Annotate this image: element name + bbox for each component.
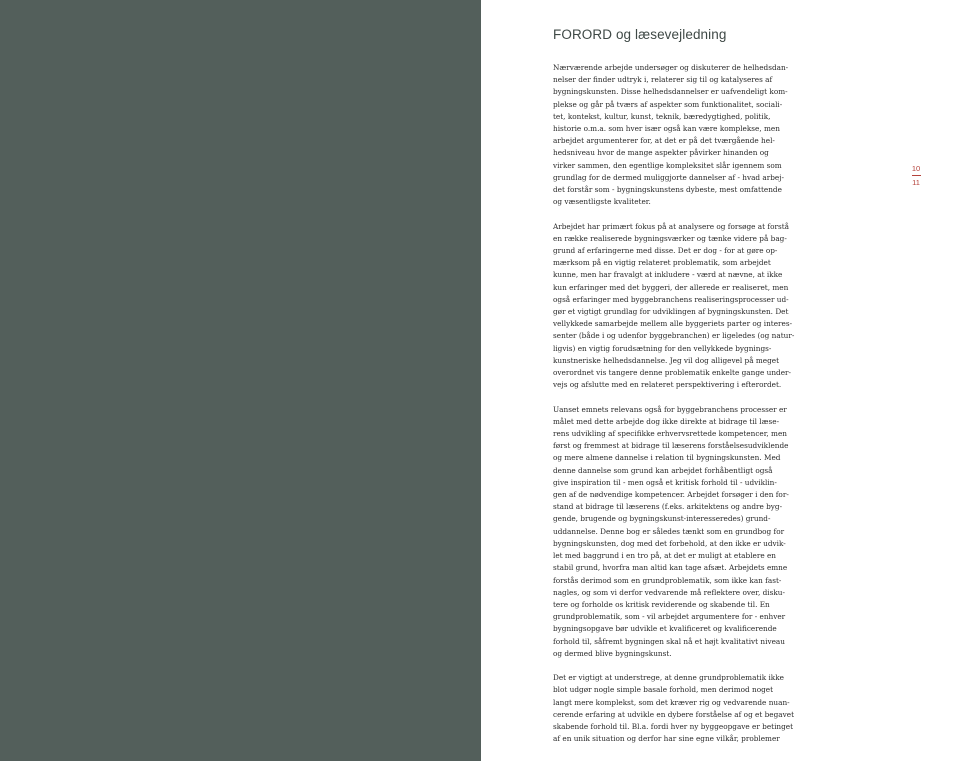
page-number-right: 11 [912, 178, 920, 187]
page-number-left: 10 [911, 164, 921, 173]
right-page [481, 0, 960, 761]
body-text [553, 62, 811, 758]
paragraph: Arbejdet har primært fokus på at analysere og forsøge at forstå en række realiserede bygningsværker og tænke videre på bag- grund af erfaringerne med disse. Det er dog - for at gøre op- mærksom på en vigtig relateret problematik, som arbejdet kunne, men har fravalgt at inkludere - værd at nævne, at ikke kun erfaringer med det byggeri, der allerede er realiseret, men også erfaringer med byggebranchens realiseringsprocesser ud- gør et vigtigt grundlag for udviklingen af bygningskunsten. Det vellykkede samarbejde mellem alle byggeriets parter og interes- senter (både i og udenfor byggebranchen) er ligeledes (og natur- ligvis) en vigtig forudsætning for den vellykkede bygnings- kunstneriske helhedsdannelse. Jeg vil dog alligevel på meget overordnet vis tangere denne problematik enkelte gange under- vejs og afslutte med en relateret perspektivering i efterordet. [553, 221, 795, 390]
page-numbers [908, 164, 924, 187]
paragraph: Uanset emnets relevans også for byggebranchens processer er målet med dette arbejde dog ikke direkte at bidrage til læse- rens udvikling af specifikke erhvervsrettede kompetencer, men først og fremmest at bidrage til læserens forståelsesudviklende og mere almene dannelse i relation til bygningskunsten. Med denne dannelse som grund kan arbejdet forhåbentligt også give inspiration til - men også et kritisk forhold til - udviklin- gen af de nødvendige kompetencer. Arbejdet forsøger i den for- stand at bidrage til læserens (f.eks. arkitektens og andre byg- gende, brugende og bygningskunst-interesseredes) grund- uddannelse. Denne bog er således tænkt som en grundbog for bygningskunsten, dog med det forbehold, at den ikke er udvik- let med baggrund i en tro på, at det er muligt at etablere en stabil grund, hvorfra man altid kan tage afsæt. Arbejdets emne forstås derimod som en grundproblematik, som ikke kan fast- nagles, og som vi derfor vedvarende må reflektere over, disku- tere og forholde os kritisk reviderende og skabende til. En grundproblematik, som - vil arbejdet argumentere for - enhver bygningsopgave bør udvikle et kvalificeret og kvalificerende forhold til, såfremt bygningen skal nå et højt kvalitativt niveau og dermed blive bygningskunst. [553, 404, 789, 658]
paragraph: Det er vigtigt at understrege, at denne grundproblematik ikke blot udgør nogle simple basale forhold, men derimod noget langt mere komplekst, som det kræver rig og vedvarende nuan- cerende erfaring at udvikle en dybere forståelse af og et begavet skabende forhold til. Bl.a. fordi hver ny byggeopgave er betinget af en unik situation og derfor har sine egne vilkår, problemer [553, 673, 795, 744]
paragraph: Nærværende arbejde undersøger og diskuterer de helhedsdan- nelser der finder udtryk i, relaterer sig til og katalyseres af bygningskunsten. Disse helhedsdannelser er uafvendeligt kom- plekse og går på tværs af aspekter som funktionalitet, sociali- tet, kontekst, kultur, kunst, teknik, bæredygtighed, politik, historie o.m.a. som hver især også kan være komplekse, men arbejdet argumenterer for, at det er på det tværgående hel- hedsniveau hvor de mange aspekter påvirker hinanden og virker sammen, den egentlige kompleksitet slår igennem som grundlag for de dermed muliggjorte dannelser af - hvad arbej- det forstår som - bygningskunstens dybeste, mest omfattende og væsentligste kvaliteter. [553, 63, 789, 207]
chapter-heading: FORORD og læsevejledning [553, 27, 727, 42]
page-number-divider [912, 175, 921, 176]
